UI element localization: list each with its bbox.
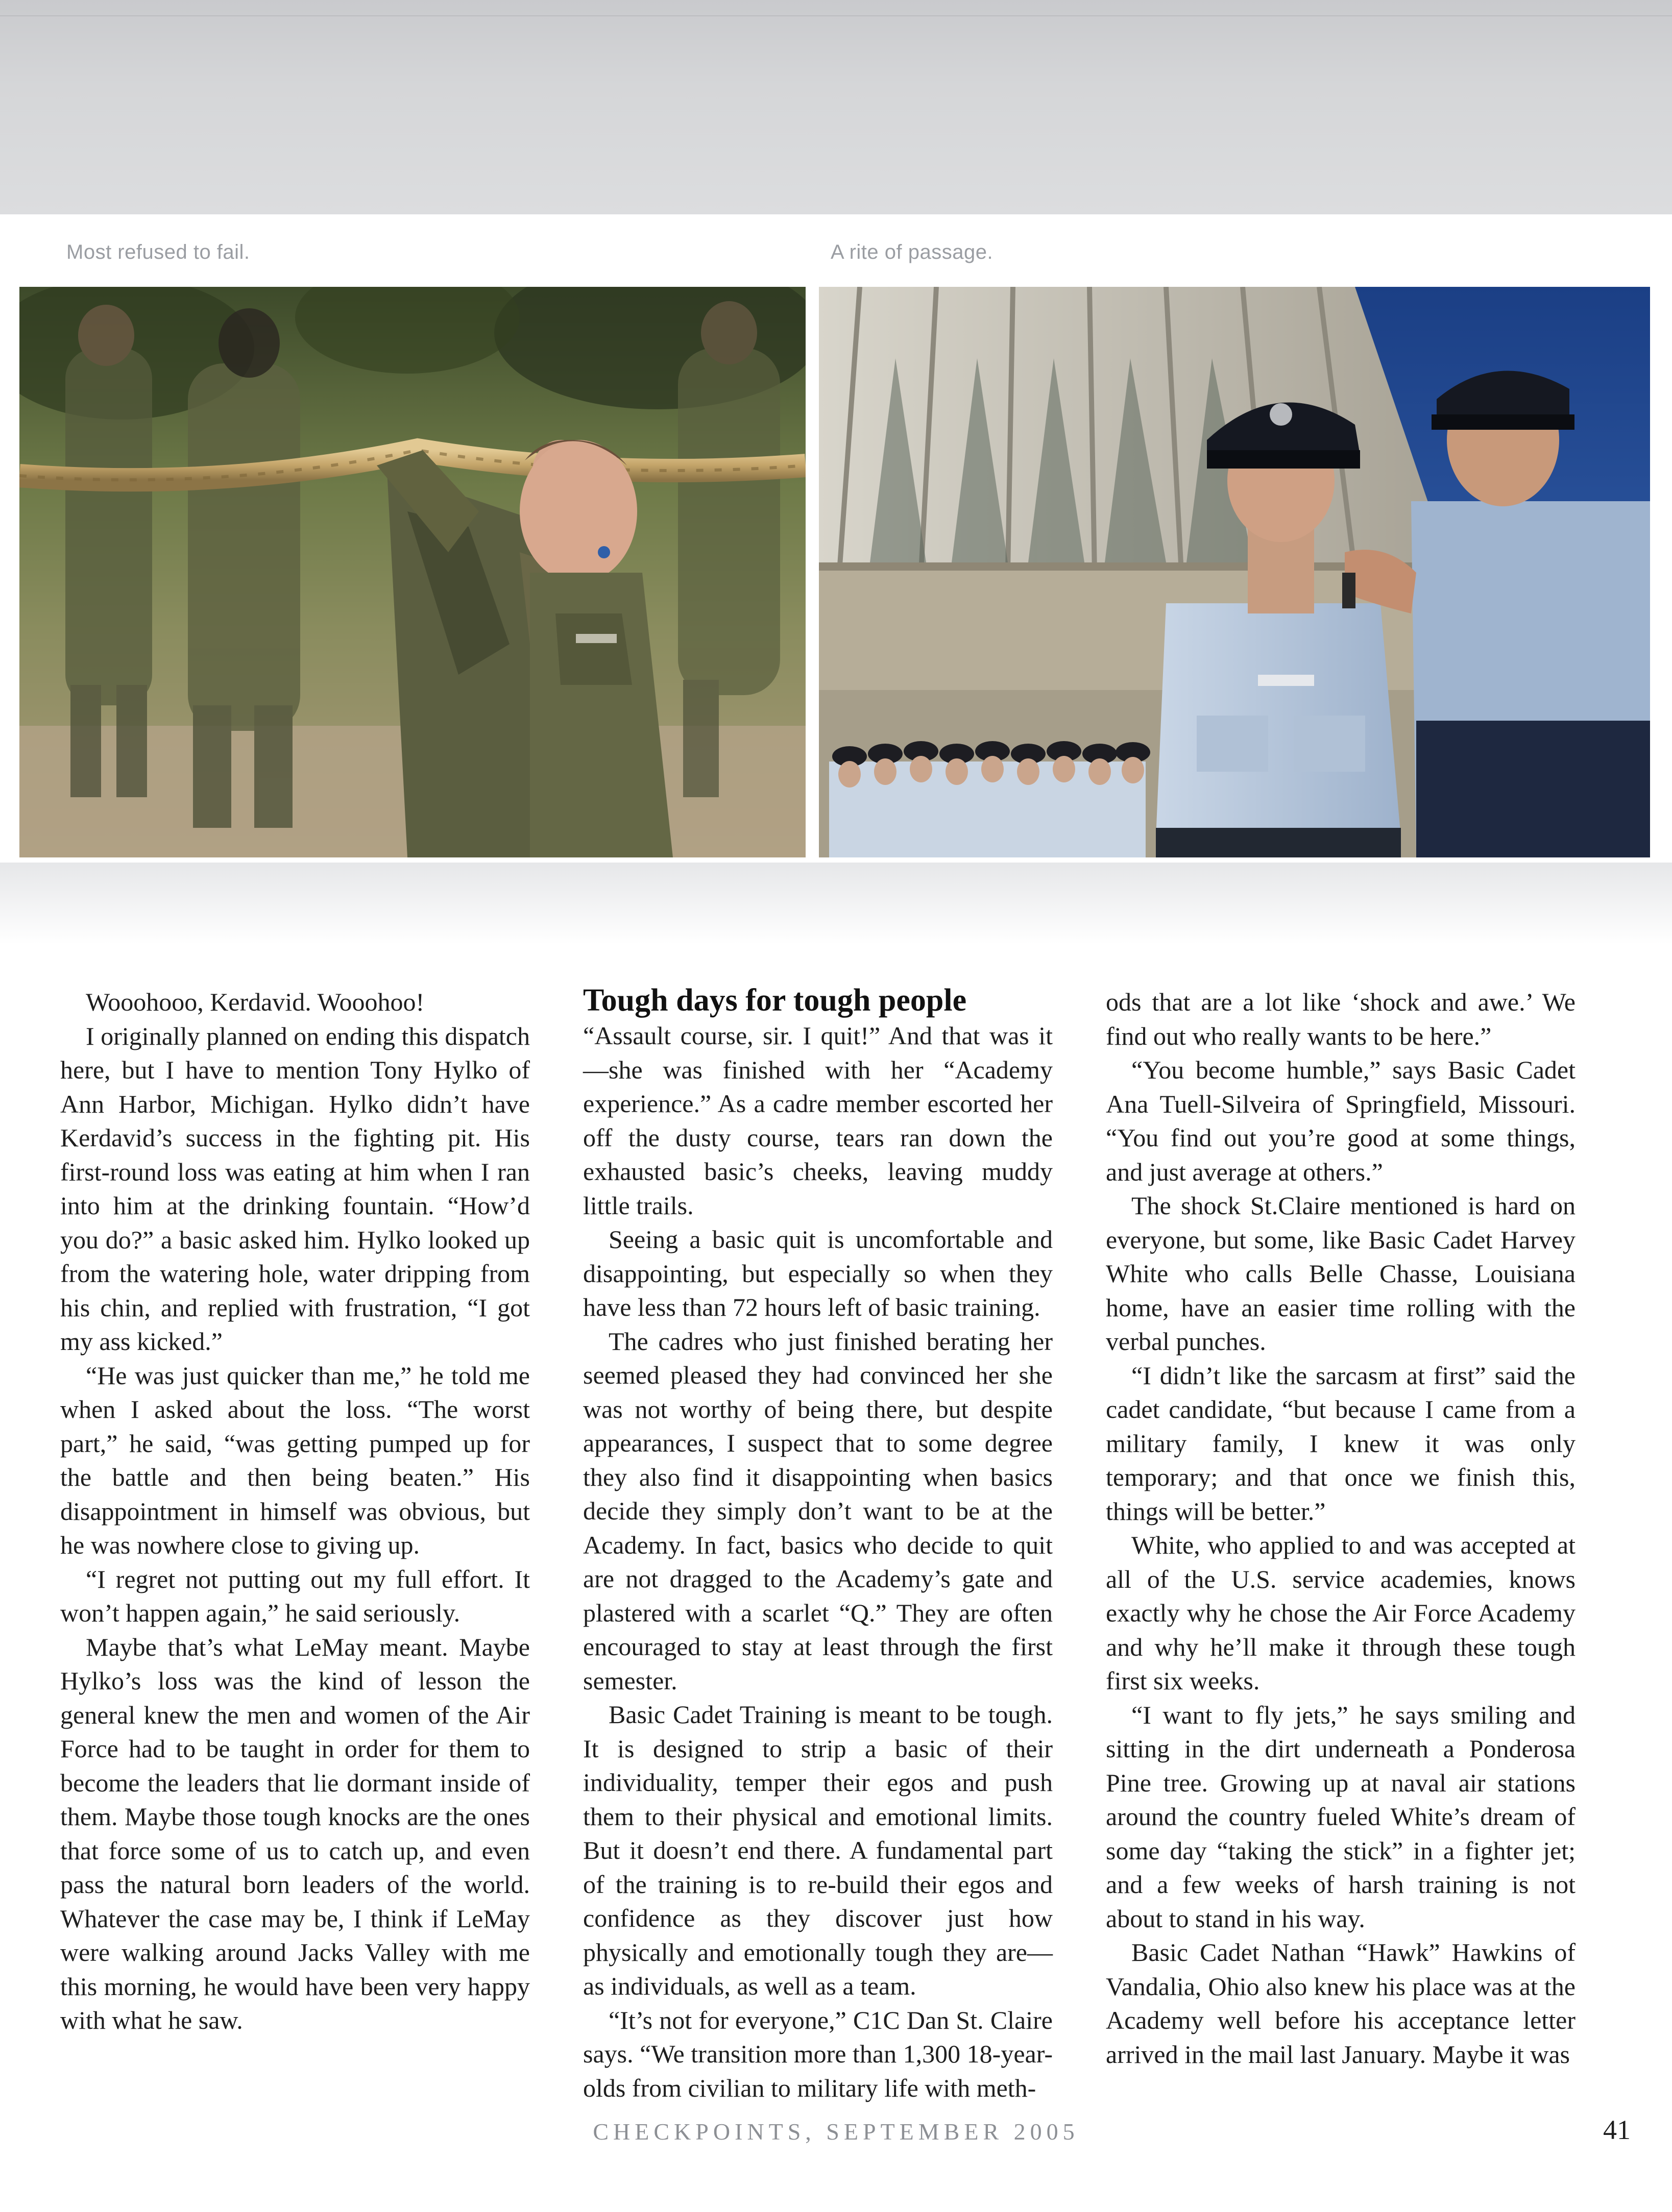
publication-footer: CHECKPOINTS, SEPTEMBER 2005 bbox=[593, 2119, 1079, 2145]
top-rule bbox=[0, 15, 1672, 16]
col2-paragraph-2: Seeing a basic quit is uncomfortable and disappointing, but especially so when they have less than 72 hours left of basic training. bbox=[583, 1225, 1053, 1321]
col3-paragraph-2: “You become humble,” says Basic Cadet Ana Tuell-Silveira of Springfield, Missouri. “You find out you’re good at some things, and just average at others.” bbox=[1106, 1055, 1576, 1186]
col2-paragraph-4: Basic Cadet Training is meant to be tough. It is designed to strip a basic of their individuality, temper their egos and push them to their physical and emotional limits. But it doesn’t end there. A fundamental part of the training is to re-build their egos and confidence as they discover just how physically and emotionally tough they are—as individuals, as well as a team. bbox=[583, 1700, 1053, 2000]
uniform-inspection-illustration bbox=[819, 287, 1650, 857]
col1-paragraph-1: Wooohooo, Kerdavid. Wooohoo! bbox=[86, 988, 425, 1016]
col2-paragraph-5: “It’s not for everyone,” C1C Dan St. Claire says. “We transition more than 1,300 18-year-olds from civilian to military life with meth- bbox=[583, 2005, 1053, 2102]
top-page-band bbox=[0, 0, 1672, 214]
text-column-2 bbox=[583, 985, 1053, 2105]
photo-caption-right: A rite of passage. bbox=[831, 241, 993, 263]
rope-obstacle-photo bbox=[19, 287, 806, 857]
col3-paragraph-7: Basic Cadet Nathan “Hawk” Hawkins of Vandalia, Ohio also knew his place was at the Academy well before his acceptance letter arrived in the mail last January. Maybe it was bbox=[1106, 1938, 1576, 2069]
col1-paragraph-2: I originally planned on ending this dispatch here, but I have to mention Tony Hylko of Ann Harbor, Michigan. Hylko didn’t have Kerdavid’s success in the fighting pit. His first-round loss was eating at him when I ran into him at the drinking fountain. “How’d you do?” a basic asked him. Hylko looked up from the watering hole, water dripping from his chin, and replied with frustration, “I got my ass kicked.” bbox=[60, 1021, 530, 1356]
col3-paragraph-1: ods that are a lot like ‘shock and awe.’ We find out who really wants to be here.” bbox=[1106, 988, 1576, 1050]
rope-obstacle-illustration bbox=[19, 287, 806, 857]
col3-paragraph-5: White, who applied to and was accepted at all of the U.S. service academies, knows exactly why he chose the Air Force Academy and why he’ll make it through these tough first six weeks. bbox=[1106, 1531, 1576, 1695]
section-heading: Tough days for tough people bbox=[583, 983, 967, 1018]
col2-paragraph-3: The cadres who just finished berating her seemed pleased they had convinced her she was not worthy of being there, but despite appearances, I suspect that to some degree they also find it disappointing when basics decide they simply don’t want to be at the Academy. In fact, basics who decide to quit are not dragged to the Academy’s gate and plastered with a scarlet “Q.” They are often encouraged to stay at least through the first semester. bbox=[583, 1326, 1053, 1695]
uniform-inspection-photo bbox=[819, 287, 1650, 857]
photo-shadow-tint bbox=[0, 863, 1672, 944]
col3-paragraph-6: “I want to fly jets,” he says smiling and sitting in the dirt underneath a Ponderosa Pine tree. Growing up at naval air stations around the country fueled White’s dream of some day “taking the stick” in a fighter jet; and a few weeks of harsh training is not about to stand in his way. bbox=[1106, 1700, 1576, 1933]
col2-paragraph-1: “Assault course, sir. I quit!” And that was it—she was finished with her “Academy experience.” As a cadre member escorted her off the dusty course, tears ran down the exhausted basic’s cheeks, leaving muddy little trails. bbox=[583, 1021, 1053, 1220]
col3-paragraph-4: “I didn’t like the sarcasm at first” said the cadet candidate, “but because I came from a military family, I knew it was only temporary; and that once we finish this, things will be better.” bbox=[1106, 1361, 1576, 1526]
text-column-1 bbox=[60, 985, 530, 2037]
col1-paragraph-4: “I regret not putting out my full effort. It won’t happen again,” he said seriously. bbox=[60, 1564, 530, 1627]
col1-paragraph-3: “He was just quicker than me,” he told me when I asked about the loss. “The worst part,” he said, “was getting pumped up for the battle and then being beaten.” His disappointment in himself was obvious, but he was nowhere close to giving up. bbox=[60, 1361, 530, 1559]
photo-caption-left: Most refused to fail. bbox=[66, 241, 250, 263]
text-column-3 bbox=[1106, 985, 1576, 2071]
col3-paragraph-3: The shock St.Claire mentioned is hard on everyone, but some, like Basic Cadet Harvey White who calls Belle Chasse, Louisiana home, have an easier time rolling with the verbal punches. bbox=[1106, 1191, 1576, 1356]
page-number: 41 bbox=[1603, 2115, 1631, 2145]
col1-paragraph-5: Maybe that’s what LeMay meant. Maybe Hylko’s loss was the kind of lesson the general knew the men and women of the Air Force had to be taught in order for them to become the leaders that lie dormant inside of them. Maybe those tough knocks are the ones that force some of us to catch up, and even pass the natural born leaders of the world. Whatever the case may be, I think if LeMay were walking around Jacks Valley with me this morning, he would have been very happy with what he saw. bbox=[60, 1632, 530, 2034]
